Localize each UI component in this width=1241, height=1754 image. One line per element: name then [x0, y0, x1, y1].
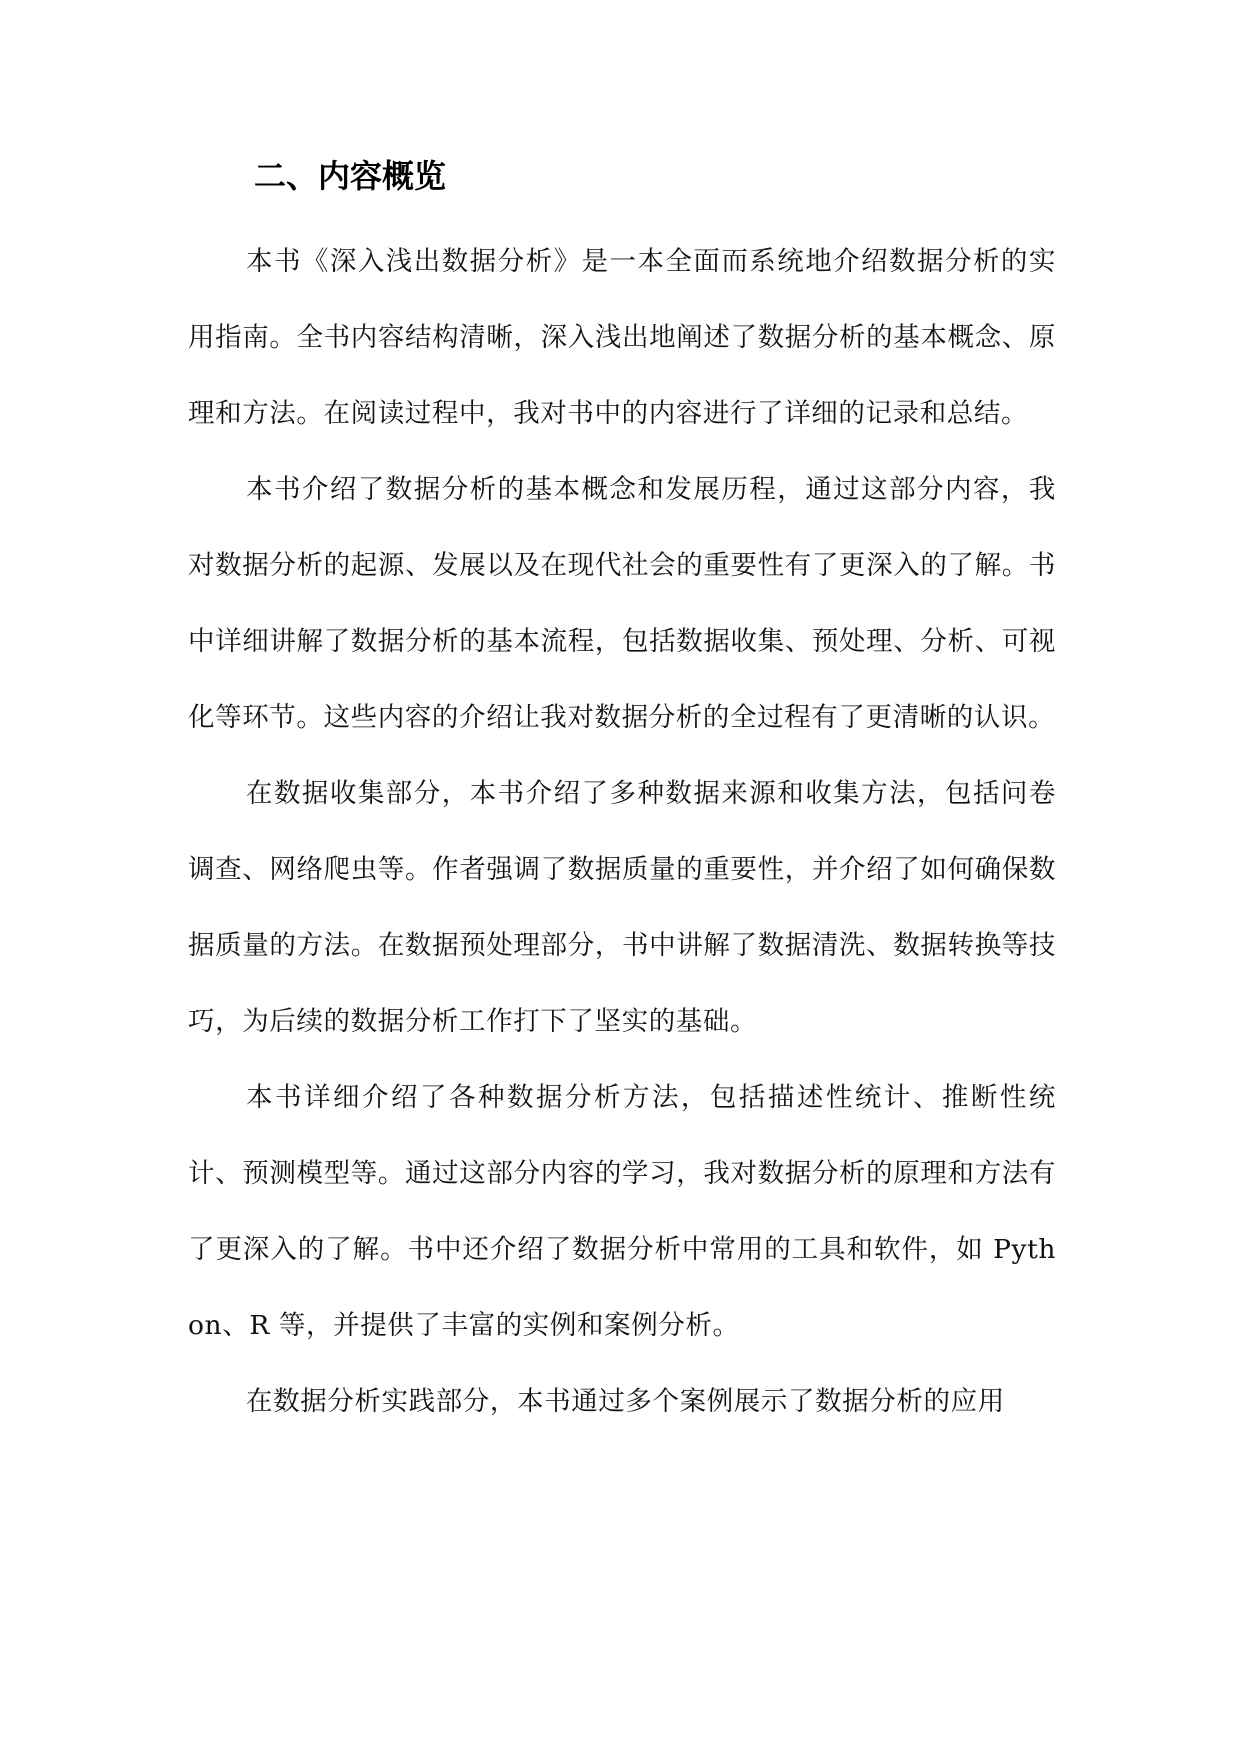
paragraph-basics: 本书介绍了数据分析的基本概念和发展历程，通过这部分内容，我对数据分析的起源、发展以及在现代社会的重要性有了更深入的了解。书中详细讲解了数据分析的基本流程，包括数据收集、预处理、分析、可视化等环节。这些内容的介绍让我对数据分析的全过程有了更清晰的认识。 — [188, 474, 1056, 733]
paragraph-data-collection: 在数据收集部分，本书介绍了多种数据来源和收集方法，包括问卷调查、网络爬虫等。作者强调了数据质量的重要性，并介绍了如何确保数据质量的方法。在数据预处理部分，书中讲解了数据清洗、数据转换等技巧，为后续的数据分析工作打下了坚实的基础。 — [188, 778, 1056, 1037]
paragraph-practice: 在数据分析实践部分，本书通过多个案例展示了数据分析的应用 — [246, 1386, 1005, 1417]
section-heading: 二、内容概览 — [254, 157, 447, 195]
paragraph-analysis-methods: 本书详细介绍了各种数据分析方法，包括描述性统计、推断性统计、预测模型等。通过这部分内容的学习，我对数据分析的原理和方法有了更深入的了解。书中还介绍了数据分析中常用的工具和软件，如 Python、R 等，并提供了丰富的实例和案例分析。 — [188, 1082, 1056, 1341]
paragraph-intro: 本书《深入浅出数据分析》是一本全面而系统地介绍数据分析的实用指南。全书内容结构清晰，深入浅出地阐述了数据分析的基本概念、原理和方法。在阅读过程中，我对书中的内容进行了详细的记录和总结。 — [188, 246, 1056, 429]
page-content — [188, 146, 1056, 1440]
